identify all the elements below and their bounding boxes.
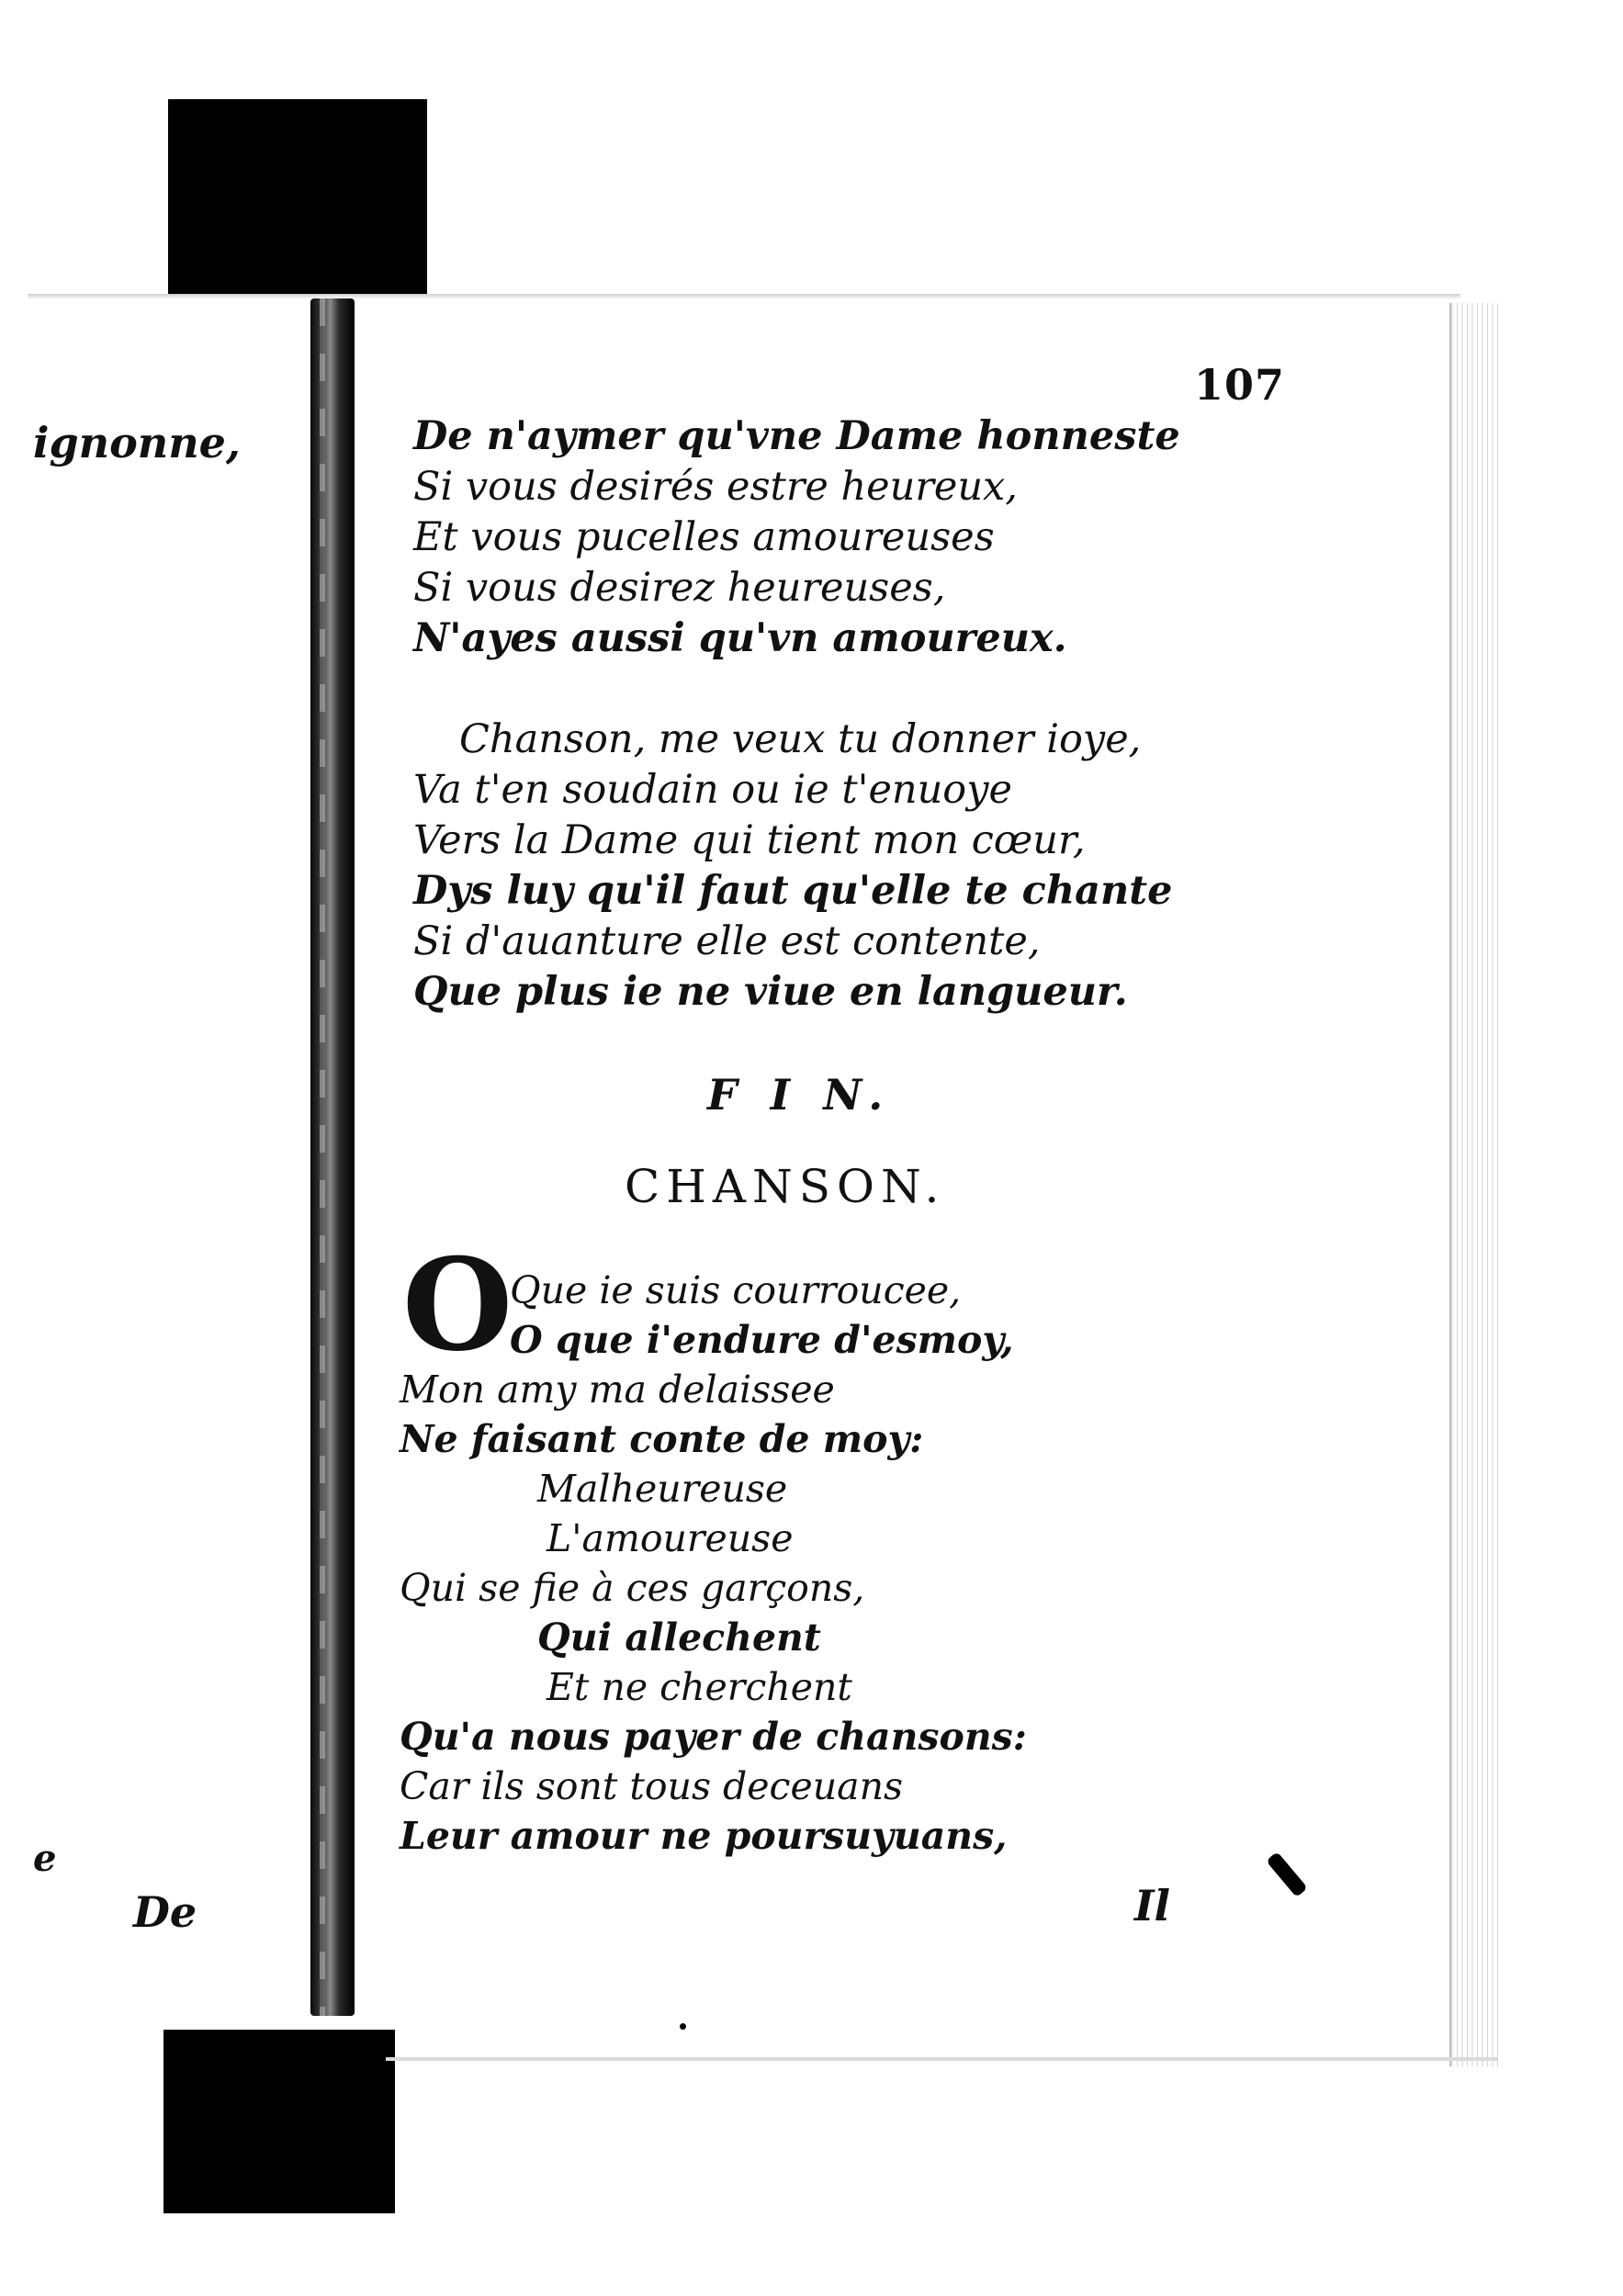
verse-line: Leur amour ne poursuyuans, <box>400 1814 1008 1858</box>
verse-line: Que plus ie ne viue en langueur. <box>413 969 1128 1015</box>
page-edge-top <box>28 294 1460 299</box>
ink-dot <box>680 2023 686 2030</box>
stanza-3 <box>400 1266 1027 1861</box>
verse-line: Que ie suis courroucee, <box>510 1268 962 1312</box>
verse-line: Mon amy ma delaissee <box>400 1367 835 1412</box>
verse-line: Qui se fie à ces garçons, <box>400 1566 865 1610</box>
page-edge-bottom <box>386 2057 1497 2061</box>
verse-line: Si vous desirés estre heureux, <box>413 464 1018 510</box>
left-page-catchword: De <box>133 1887 197 1937</box>
verse-line: Car ils sont tous deceuans <box>400 1764 904 1808</box>
stanza-2 <box>413 715 1172 1018</box>
verse-line: L'amoureuse <box>547 1516 794 1560</box>
verse-line: Qu'a nous payer de chansons: <box>400 1715 1027 1759</box>
verse-line: Et vous pucelles amoureuses <box>413 514 995 560</box>
left-page-fragment: e <box>33 1837 57 1880</box>
verse-line: Malheureuse <box>537 1467 788 1511</box>
verse-line: Qui allechent <box>537 1615 821 1660</box>
fin-heading: F I N. <box>707 1070 893 1120</box>
chanson-title: CHANSON. <box>625 1160 946 1213</box>
scan-mask-top <box>168 99 427 294</box>
verse-line: N'ayes aussi qu'vn amoureux. <box>413 615 1067 661</box>
verse-line: Si d'auanture elle est contente, <box>413 918 1041 964</box>
verse-line: Et ne cherchent <box>547 1665 852 1709</box>
verse-line: Si vous desirez heureuses, <box>413 565 946 611</box>
catchword: Il <box>1134 1881 1170 1930</box>
drop-capital: O <box>402 1230 513 1379</box>
verse-line: Dys luy qu'il faut qu'elle te chante <box>413 868 1173 914</box>
verse-line: Vers la Dame qui tient mon cœur, <box>413 817 1086 863</box>
page-edge-right <box>1449 303 1499 2066</box>
stanza-1 <box>413 411 1180 664</box>
verse-line: Chanson, me veux tu donner ioye, <box>459 716 1142 762</box>
verse-line: O que i'endure d'esmoy, <box>510 1318 1014 1362</box>
verse-line: Ne faisant conte de moy: <box>400 1417 924 1461</box>
verse-line: De n'aymer qu'vne Dame honneste <box>413 413 1180 459</box>
scan-mask-bottom <box>163 2030 395 2213</box>
book-gutter <box>310 298 355 2016</box>
page-number: 107 <box>1194 360 1286 410</box>
verse-line: Va t'en soudain ou ie t'enuoye <box>413 767 1012 813</box>
left-page-fragment: ignonne, <box>33 418 241 467</box>
ink-blot <box>1266 1851 1308 1897</box>
